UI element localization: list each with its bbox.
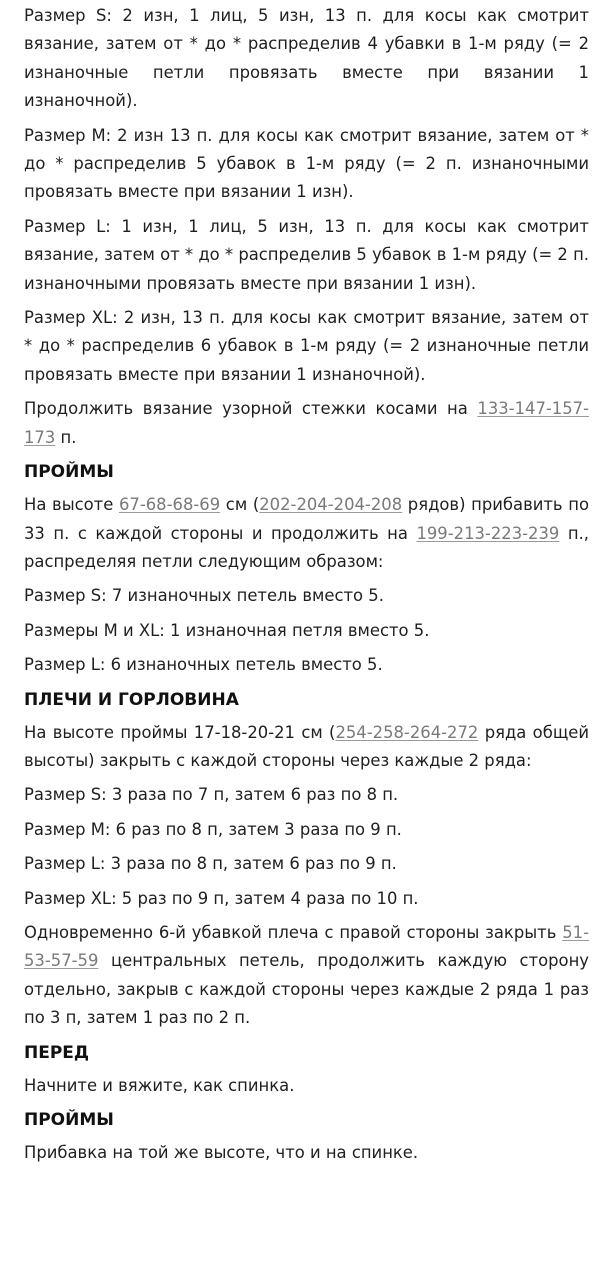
armhole-stitches-link[interactable]: 199-213-223-239: [416, 523, 560, 543]
shoulders-heading: ПЛЕЧИ И ГОРЛОВИНА: [24, 689, 239, 710]
shoulders-text-2: ряда общей высоты) закрыть с каждой стороны через каждые 2 ряда:: [24, 722, 589, 770]
neckline-text-1: Одновременно 6-й убавкой плеча с правой стороны закрыть: [24, 922, 563, 942]
size-s-paragraph: Размер S: 2 изн, 1 лиц, 5 изн, 13 п. для косы как смотрит вязание, затем от * до * распределив 4 убавки в 1-м ряду (= 2 изнаночные петли провязать вместе при вязании 1 изнаночной).: [24, 6, 589, 111]
neckline-paragraph: [24, 919, 589, 1033]
continue-paragraph: [24, 395, 589, 452]
armholes-text-4: п., распределяя петли следующим образом:: [24, 523, 589, 571]
armholes-heading: ПРОЙМЫ: [24, 462, 114, 483]
shoulder-size-m: Размер М: 6 раз по 8 п, затем 3 раза по 9 п.: [24, 819, 402, 839]
front-armholes-paragraph: Прибавка на той же высоте, что и на спинке.: [24, 1143, 419, 1162]
shoulder-size-xl: Размер XL: 5 раз по 9 п, затем 4 раза по 10 п.: [24, 888, 419, 908]
armhole-height-link[interactable]: 67-68-68-69: [118, 495, 221, 515]
size-m-paragraph: Размер М: 2 изн 13 п. для косы как смотрит вязание, затем от * до * распределив 5 убавок в 1-м ряду (= 2 п. изнаночными провязать вместе при вязании 1 изн).: [24, 125, 589, 202]
armhole-size-s: Размер S: 7 изнаночных петель вместо 5.: [24, 586, 384, 606]
armholes-text-1: На высоте: [24, 495, 119, 515]
stitch-count-link[interactable]: 133-147-157-173: [24, 399, 589, 447]
armhole-size-l: Размер L: 6 изнаночных петель вместо 5.: [24, 655, 383, 675]
front-armholes-heading: ПРОЙМЫ: [24, 1110, 114, 1130]
central-stitches-link[interactable]: 51-53-57-59: [24, 922, 589, 971]
armholes-text-2: см (: [220, 495, 260, 515]
shoulders-text-1: На высоте проймы 17-18-20-21 см (: [24, 722, 336, 742]
continue-suffix: п.: [55, 427, 77, 447]
size-xl-paragraph: Размер XL: 2 изн, 13 п. для косы как смотрит вязание, затем от * до * распределив 6 убавок в 1-м ряду (= 2 изнаночные петли провязать вместе при вязании 1 изнаночной).: [24, 308, 589, 384]
neckline-text-2: центральных петель, продолжить каждую сторону отдельно, закрыв с каждой стороны через каждые 2 ряда 1 раз по 3 п, затем 1 раз по 2 п.: [24, 951, 589, 1028]
shoulders-paragraph: [24, 719, 589, 776]
front-heading: ПЕРЕД: [24, 1042, 90, 1063]
armhole-rows-link[interactable]: 202-204-204-208: [259, 495, 403, 515]
size-l-paragraph: Размер L: 1 изн, 1 лиц, 5 изн, 13 п. для косы как смотрит вязание, затем от * до * распределив 5 убавок в 1-м ряду (= 2 п. изнаночными провязать вместе при вязании 1 изн).: [24, 216, 589, 293]
shoulder-size-s: Размер S: 3 раза по 7 п, затем 6 раз по 8 п.: [24, 785, 399, 805]
front-paragraph: Начните и вяжите, как спинка.: [24, 1075, 295, 1095]
shoulder-size-l: Размер L: 3 раза по 8 п, затем 6 раз по 9 п.: [24, 854, 397, 874]
continue-text: Продолжить вязание узорной стежки косами на: [24, 399, 478, 419]
armholes-paragraph: [24, 491, 589, 576]
shoulder-rows-link[interactable]: 254-258-264-272: [335, 722, 479, 742]
armholes-text-3: рядов) прибавить по 33 п. с каждой стороны и продолжить на: [24, 495, 589, 543]
armhole-size-m-xl: Размеры M и XL: 1 изнаночная петля вместо 5.: [24, 620, 430, 640]
